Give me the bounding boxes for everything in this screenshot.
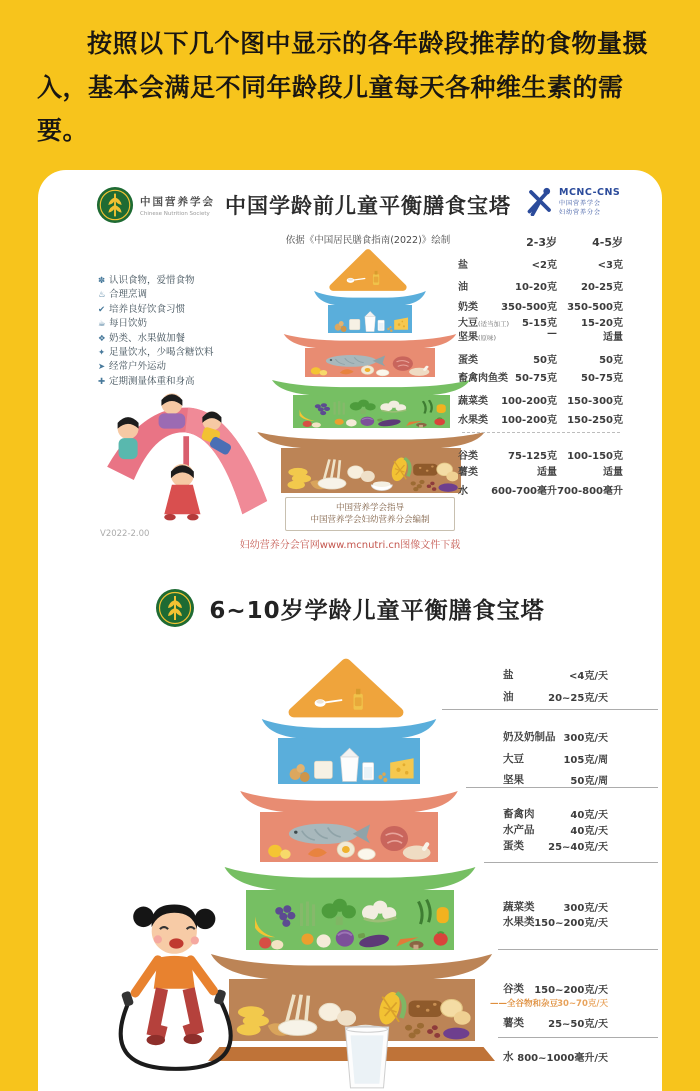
tip-text: 奶类、水果做加餐 (109, 332, 186, 344)
separator-line (498, 1037, 658, 1038)
table-row-vegetables: 蔬菜类 300克/天 (503, 901, 608, 914)
separator-line (466, 787, 658, 788)
water-glass-illustration (341, 1025, 393, 1091)
water-bottle-icon: ✦ (98, 348, 106, 359)
pagoda2-roof-salt-oil-layer (288, 657, 404, 719)
snack-icon: ❖ (98, 333, 106, 344)
wheat-emblem-icon (155, 588, 195, 628)
base-credit-line1: 中国营养学会指导 (335, 503, 404, 513)
age-column-2-3: 2-3岁 (526, 236, 557, 249)
branch-abbr: MCNC-CNS (559, 186, 621, 198)
tip-text: 每日饮奶 (109, 318, 148, 330)
age-column-4-5: 4-5岁 (592, 236, 623, 249)
table-row-meat: 畜禽肉 40克/天 (503, 808, 608, 821)
separator-line (484, 862, 658, 863)
tip-text: 合理烹调 (109, 289, 148, 301)
pagoda2-meat-egg-layer (238, 791, 460, 862)
table-row-fruits: 水果类 100-200克 150-250克 (458, 415, 623, 426)
poster2-title-row (38, 588, 662, 628)
table-row-water: 水 600-700毫升 700-800毫升 (458, 486, 623, 497)
table-row-nuts: 坚果 50克/周 (503, 774, 608, 787)
pagoda2-dairy-soy-layer (260, 719, 438, 784)
table-row-tubers: 薯类 适量 适量 (458, 467, 623, 478)
pagoda-eave (260, 719, 438, 739)
intro-text: 按照以下几个图中显示的各年龄段推荐的食物量摄入，基本会满足不同年龄段儿童每天各种维生素的需要。 (37, 29, 649, 145)
table-row-oil: 油 20~25克/天 (503, 691, 608, 704)
content-card (38, 170, 662, 1091)
table-row-eggs: 蛋类 25~40克/天 (503, 840, 608, 853)
tip-text: 经常户外运动 (109, 361, 167, 373)
table-row-dairy: 奶类 350-500克 350-500克 (458, 302, 623, 313)
table-row-aquatic: 水产品 40克/天 (503, 824, 608, 837)
vegetable-layer-body (246, 890, 454, 950)
base-credit-line2: 中国营养学会妇幼营养分会编制 (310, 515, 430, 525)
table-row-soy: 大豆(适当加工) 5-15克 15-20克 (458, 318, 623, 329)
table-row-eggs: 蛋类 50克 50克 (458, 355, 623, 366)
poster-school-age-pagoda (38, 170, 662, 1091)
dairy-layer-body (278, 738, 420, 784)
table-row-soy: 大豆 105克/周 (503, 753, 608, 766)
running-icon: ➤ (98, 362, 106, 373)
version-label: V2022-2.00 (100, 529, 150, 539)
branch-name-line2: 妇幼营养分会 (559, 208, 602, 216)
pagoda-eave (238, 791, 460, 813)
table-row-water: 水 800~1000毫升/天 (503, 1051, 608, 1064)
society-name-cn: 中国营养学会 (140, 195, 215, 208)
cooking-pot-icon: ♨ (98, 290, 106, 301)
website-note: 妇幼营养分会官网www.mcnutri.cn图像文件下载 (239, 540, 461, 551)
vegetable-foods-icon (249, 894, 451, 950)
dairy-foods-icon (280, 741, 418, 784)
table-row-grains: 谷类 150~200克/天 (503, 983, 608, 996)
branch-name-line1: 中国营养学会 (559, 199, 602, 207)
salt-oil-foods-icon (309, 681, 383, 715)
separator-line (442, 709, 658, 710)
table-row-nuts: 坚果(原味) — 适量 (458, 328, 623, 343)
table-row-salt: 盐 <4克/天 (503, 669, 608, 682)
tip-text: 认识食物，爱惜食物 (109, 275, 195, 286)
table-row-dairy: 奶及奶制品 300克/天 (503, 731, 608, 744)
girl-jumping-rope-illustration (90, 886, 275, 1076)
table-row-grains: 谷类 75-125克 100-150克 (458, 451, 623, 462)
scale-icon: ✚ (98, 376, 106, 387)
tip-text: 足量饮水，少喝含糖饮料 (109, 347, 214, 359)
poster2-title: 6~10岁学龄儿童平衡膳食宝塔 (209, 597, 545, 624)
table-row-oil: 油 10-20克 20-25克 (458, 282, 623, 293)
society-name-en: Chinese Nutrition Society (140, 210, 210, 217)
separator-line (498, 949, 658, 950)
meat-layer-body (260, 812, 438, 862)
poster1-title: 中国学龄前儿童平衡膳食宝塔 (225, 194, 511, 218)
table-row-vegetables: 蔬菜类 100-200克 150-300克 (458, 396, 623, 407)
table-row-salt: 盐 <2克 <3克 (458, 260, 623, 271)
tip-text: 定期测量体重和身高 (109, 375, 195, 387)
apple-icon: ✽ (98, 276, 106, 286)
table-row-tubers: 薯类 25~50克/天 (503, 1017, 608, 1030)
habit-check-icon: ✔ (98, 304, 106, 315)
poster1-subtitle: 依据《中国居民膳食指南(2022)》绘制 (285, 235, 451, 246)
table-row-whole-grains: ——全谷物和杂豆 30~70克/天 (490, 999, 608, 1009)
meat-foods-icon (263, 815, 436, 862)
milk-cup-icon: ☕ (98, 319, 106, 330)
tip-text: 培养良好饮食习惯 (109, 303, 186, 315)
table-row-meat-fish: 畜禽肉鱼类 50-75克 50-75克 (458, 373, 623, 384)
table-row-fruits: 水果类 150~200克/天 (503, 916, 608, 929)
